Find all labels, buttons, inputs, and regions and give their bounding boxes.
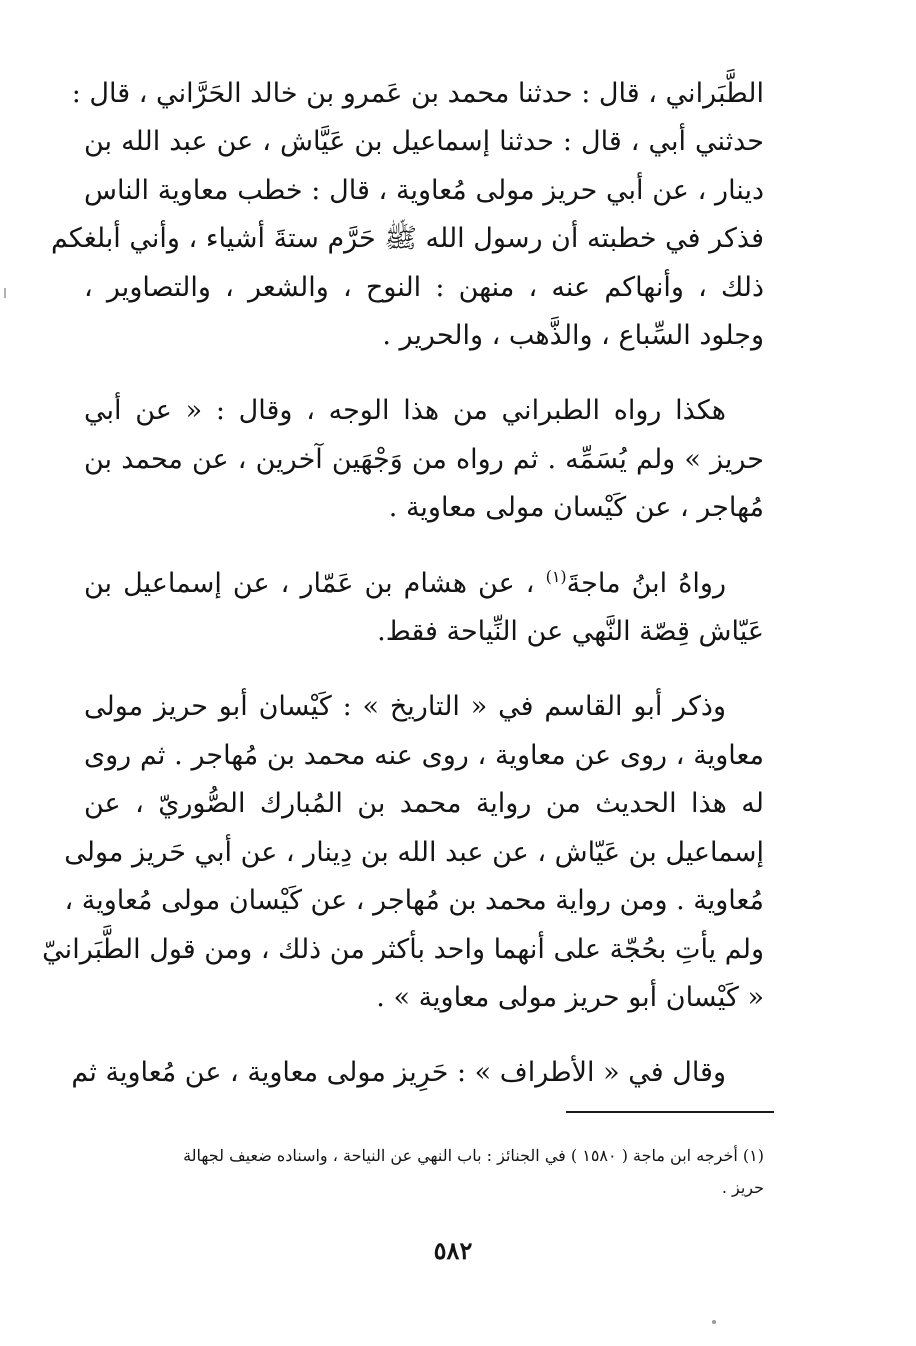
margin-speck bbox=[4, 288, 6, 298]
scan-speck bbox=[712, 1320, 716, 1324]
paragraph-1 bbox=[50, 70, 764, 360]
paragraph-2 bbox=[84, 387, 764, 532]
page-number: ٥٨٢ bbox=[433, 1236, 473, 1265]
text-line: « كَيْسان أبو حريز مولى معاوية » . bbox=[376, 981, 764, 1013]
text-line: مُعاوية . ومن رواية محمد بن مُهاجر ، عن كَيْسان مولى مُعاوية ، bbox=[64, 885, 764, 917]
text-line: وقال في « الأطراف » : حَرِيز مولى معاوية ، عن مُعاوية ثم bbox=[71, 1057, 726, 1089]
text-line: الطَّبَراني ، قال : حدثنا محمد بن عَمرو بن خالد الحَرَّاني ، قال : bbox=[71, 78, 764, 109]
text-line: ذلك ، وأنهاكم عنه ، منهن : النوح ، والشعر ، والتصاوير ، bbox=[84, 271, 764, 303]
text-line: ولم يأتِ بحُجّة على أنهما واحد بأكثر من ذلك ، ومن قول الطَّبَرانيّ bbox=[42, 933, 764, 965]
text-fragment: ، عن هشام بن عَمّار ، عن إسماعيل بن bbox=[84, 567, 535, 599]
text-line: مُهاجر ، عن كَيْسان مولى معاوية . bbox=[388, 492, 764, 524]
paragraph-3 bbox=[84, 560, 764, 657]
footnote bbox=[84, 1140, 764, 1204]
footnote-separator bbox=[566, 1111, 774, 1113]
text-line: حدثني أبي ، قال : حدثنا إسماعيل بن عَيَّاش ، عن عبد الله بن bbox=[84, 126, 764, 158]
footnote-reference[interactable]: (١) bbox=[545, 566, 567, 586]
text-line: حريز » ولم يُسَمِّه . ثم رواه من وَجْهَين آخرين ، عن محمد بن bbox=[84, 443, 764, 475]
text-line: معاوية ، روى عن معاوية ، روى عنه محمد بن مُهاجر . ثم روى bbox=[84, 739, 764, 771]
text-line: وذكر أبو القاسم في « التاريخ » : كَيْسان أبو حريز مولى bbox=[84, 691, 726, 723]
main-text bbox=[42, 70, 764, 1098]
text-line: عَيّاش قِصّة النَّهي عن النِّياحة فقط. bbox=[377, 616, 764, 648]
text-line: فذكر في خطبته أن رسول الله ﷺ حَرَّم ستةَ أشياء ، وأني أبلغكم bbox=[50, 223, 764, 255]
text-line: له هذا الحديث من رواية محمد بن المُبارك الصُّوريّ ، عن bbox=[84, 788, 764, 820]
paragraph-5 bbox=[71, 1049, 764, 1097]
paragraph-4 bbox=[42, 683, 764, 1022]
text-line: دينار ، عن أبي حريز مولى مُعاوية ، قال : خطب معاوية الناس bbox=[84, 174, 764, 206]
text-line bbox=[84, 560, 764, 608]
text-line: إسماعيل بن عَيّاش ، عن عبد الله بن دِينار ، عن أبي حَريز مولى bbox=[64, 836, 764, 868]
footnote-line: (١) أخرجه ابن ماجة ( ١٥٨٠ ) في الجنائز : باب النهي عن النياحة ، واسناده ضعيف لجهالة bbox=[183, 1146, 764, 1165]
text-line: هكذا رواه الطبراني من هذا الوجه ، وقال : « عن أبي bbox=[84, 395, 726, 427]
text-fragment: رواهُ ابنُ ماجةَ bbox=[566, 567, 726, 599]
text-line: وجلود السِّباع ، والذَّهب ، والحرير . bbox=[382, 320, 764, 352]
footnote-line: حريز . bbox=[721, 1178, 764, 1197]
